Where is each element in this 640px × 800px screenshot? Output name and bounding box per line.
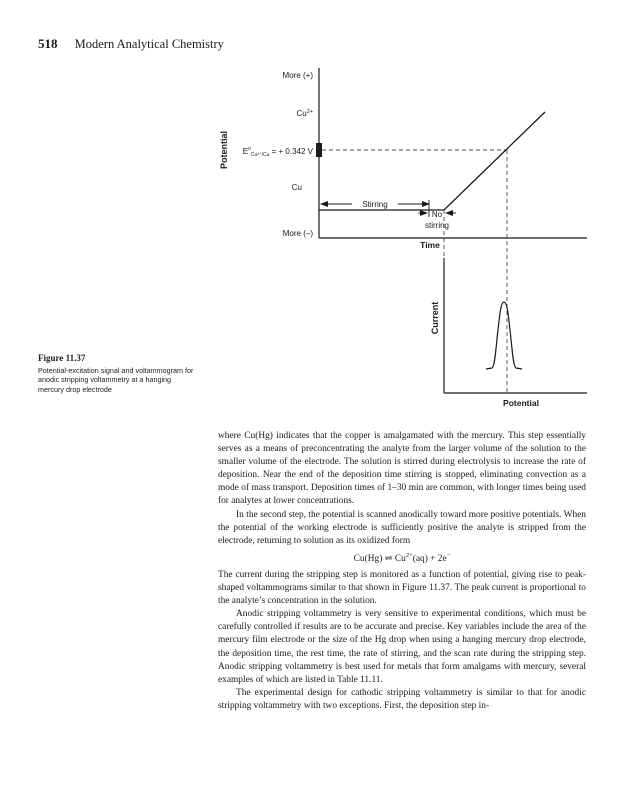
figure-caption-text: Potential-excitation signal and voltammogram for anodic stripping voltammetry at a hanging mercury drop electrode [38, 366, 194, 394]
book-title: Modern Analytical Chemistry [74, 37, 224, 51]
stripping-peak [486, 302, 522, 369]
bottom-xlabel: Potential [503, 398, 539, 408]
label-cu2plus: $Cu^{2+}$ [296, 109, 313, 118]
e-standard-tick [316, 143, 322, 157]
figure-caption [38, 354, 198, 394]
paragraph-2: In the second step, the potential is scanned anodically toward more positive potentials. When the potential of the working electrode is sufficiently positive the analyte is stripped from the electrode, returning to solution as its oxidized form [218, 509, 586, 546]
figure-label: Figure 11.37 [38, 353, 86, 363]
body-text [218, 430, 586, 713]
label-e-standard: $E^o_{Cu^{2+}/Cu}$ = + 0.342 V [242, 146, 313, 158]
top-xlabel: Time [420, 240, 440, 250]
label-stirring: Stirring [362, 200, 388, 209]
top-ylabel: Potential [219, 130, 229, 170]
label-cu: Cu [291, 183, 302, 192]
paragraph-1: where Cu(Hg) indicates that the copper is amalgamated with the mercury. This step essentially serves as a means of preconcentrating the analyte from the larger volume of the solution to the smaller volume of the electrode. The solution is stirred during electrolysis to increase the rate of deposition. Near the end of the deposition time stirring is stopped, eliminating convection as a mode of mass transport. Deposition times of 1–30 min are common, with longer times being used for analytes at lower concentrations. [218, 431, 586, 507]
paragraph-5: The experimental design for cathodic stripping voltammetry is similar to that for anodic stripping voltammetry with two exceptions. First, the deposition step in- [218, 687, 586, 711]
label-more-negative: More (–) [282, 229, 313, 238]
bottom-ylabel: Current [430, 301, 440, 335]
label-more-positive: More (+) [282, 71, 313, 80]
label-no-stirring-1: No [431, 210, 443, 219]
paragraph-3: The current during the stripping step is monitored as a function of potential, giving rise to peak-shaped voltammograms similar to that shown in Figure 11.37. The peak current is proportional to the analyte’s concentration in the solution. [218, 569, 586, 607]
label-no-stirring-2: stirring [424, 221, 450, 230]
page-number: 518 [38, 36, 58, 51]
potential-waveform [319, 112, 545, 210]
stripping-equation: Cu(Hg) ⇌ $Cu^{2+}(aq) + 2e^-$ [353, 551, 451, 564]
paragraph-4: Anodic stripping voltammetry is very sensitive to experimental conditions, which must be carefully controlled if results are to be accurate and precise. Key variables include the area of the mercury film electrode or the size of the Hg drop when using a hanging mercury drop electrode, the deposition time, the rest time, the rate of stirring, and the scan rate during the stripping step. Anodic stripping voltammetry is best used for metals that form amalgams with mercury, several examples of which are listed in Table 11.11. [218, 609, 586, 685]
